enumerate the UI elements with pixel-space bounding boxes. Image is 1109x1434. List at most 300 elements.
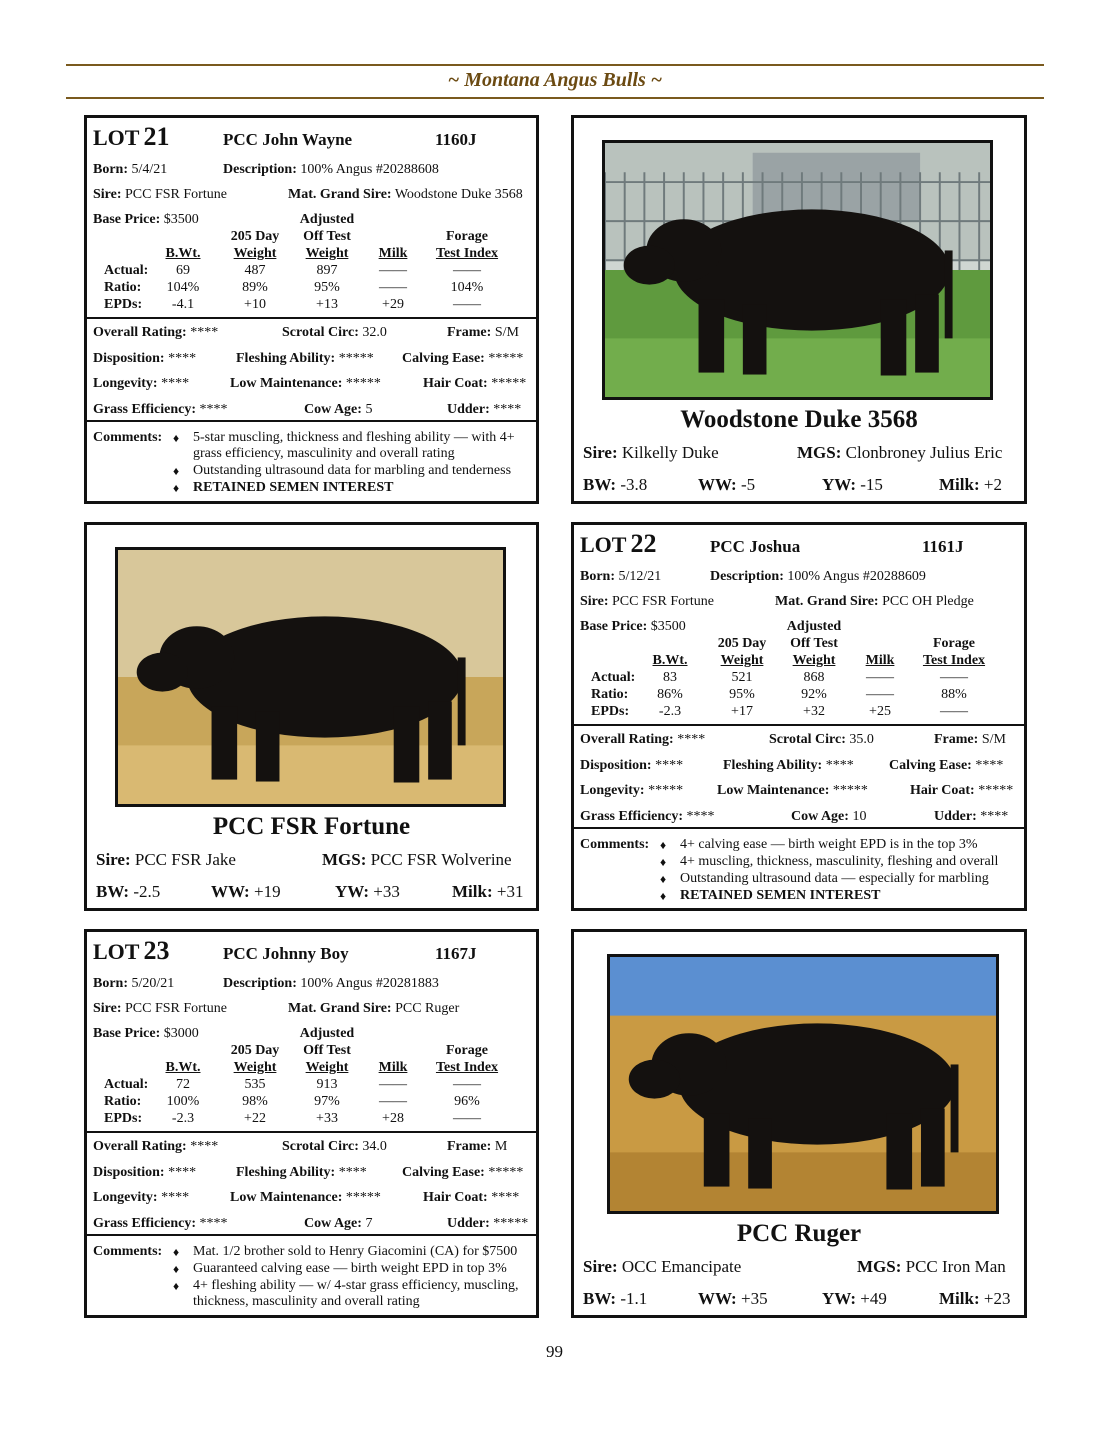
diamond-bullet-icon: ♦ [173, 481, 180, 495]
sire-epd-bw [96, 882, 160, 902]
offtest-header: Off Test [303, 1043, 351, 1058]
rating-scrotal-value: 32.0 [362, 325, 387, 340]
rating-hair-label: Hair Coat: [423, 376, 488, 391]
sire-epd-milk [452, 882, 523, 902]
base-price-value: $3000 [163, 1026, 199, 1041]
bull-photo [115, 547, 506, 807]
rating-calving-label: Calving Ease: [889, 757, 972, 773]
rating-calving-label: Calving Ease: [402, 350, 485, 366]
sire-epd-yw [335, 882, 400, 902]
born-label: Born: [93, 162, 128, 177]
description-label: Description: [710, 569, 784, 584]
rating-grass [580, 809, 715, 825]
page-number: 99 [546, 1342, 563, 1361]
cell-ratio-0: 100% [166, 1094, 200, 1109]
comment-item [173, 463, 529, 479]
rating-hair-value: **** [491, 1190, 520, 1205]
sire-epd-yw [822, 475, 883, 495]
rating-cow-age-value: 10 [852, 808, 867, 824]
cell-actual-2: 868 [803, 670, 825, 685]
rating-fleshing-value: **** [825, 757, 854, 773]
day205-header: 205 Day [230, 229, 280, 244]
divider [87, 420, 536, 422]
sire-epd-ww [698, 475, 755, 495]
lot-card-22 [571, 522, 1027, 911]
lot-label: LOT [580, 532, 627, 557]
rating-udder-value: **** [980, 808, 1009, 824]
comment-text: 4+ muscling, thickness, masculinity, fleshing and overall [680, 854, 999, 869]
diamond-bullet-icon: ♦ [660, 838, 667, 852]
diamond-bullet-icon: ♦ [660, 872, 667, 886]
cell-actual-1: 535 [244, 1077, 266, 1092]
cell-actual-2: 913 [316, 1077, 338, 1092]
sire [93, 1001, 227, 1017]
row-label-epds: EPDs: [591, 704, 630, 719]
sire-card-woodstone-duke [571, 115, 1027, 504]
sire-mgs-label: MGS: [857, 1257, 902, 1276]
cell-ratio-0: 86% [657, 687, 683, 702]
col-header-bwt: B.Wt. [165, 246, 201, 261]
comment-text: Outstanding ultrasound data for marbling and tenderness [193, 463, 512, 478]
rating-hair-value: ***** [978, 783, 1014, 798]
rating-longevity-value: **** [161, 1190, 190, 1205]
row-label-actual: Actual: [591, 670, 636, 685]
mat-grand-sire [775, 594, 974, 610]
col-header-weight-offtest: Weight [305, 1060, 349, 1075]
mat-grand-sire-label: Mat. Grand Sire: [288, 187, 392, 202]
sire-epd-bw-label: BW: [583, 1289, 617, 1308]
sire-epd-yw-value: -15 [860, 475, 883, 494]
divider [574, 724, 1024, 726]
rating-cow-age-value: 7 [365, 1215, 373, 1231]
rating-low-maint-value: ***** [345, 1190, 381, 1205]
comments-label: Comments: [580, 837, 650, 852]
description-label: Description: [223, 976, 297, 991]
diamond-bullet-icon: ♦ [660, 855, 667, 869]
rating-scrotal-value: 35.0 [849, 732, 874, 747]
rating-overall-label: Overall Rating: [93, 1139, 187, 1154]
born-label: Born: [93, 976, 128, 991]
divider [87, 317, 536, 319]
cell-epds-3: +29 [382, 297, 404, 312]
comment-text: 5-star muscling, thickness and fleshing ability — with 4+ grass efficiency, masculinity and overall rating [193, 430, 515, 461]
row-label-ratio: Ratio: [591, 687, 629, 702]
sire-mgs-label: MGS: [322, 850, 367, 869]
forage-header: Forage [446, 1043, 488, 1058]
rating-cow-age [791, 809, 866, 825]
base-price-label: Base Price: [93, 1026, 161, 1041]
rating-hair [910, 783, 1013, 799]
lot-number [93, 122, 169, 152]
base-price [93, 1026, 199, 1042]
comment-item [173, 430, 529, 462]
comment-item [173, 1278, 529, 1310]
sire-epd-ww-value: +19 [253, 882, 281, 901]
cell-epds-2: +32 [803, 704, 825, 719]
rating-hair-label: Hair Coat: [423, 1190, 488, 1205]
rating-low-maint-value: ***** [345, 376, 381, 391]
rating-frame-label: Frame: [447, 325, 492, 340]
cell-ratio-4: 104% [450, 280, 484, 295]
rating-longevity-label: Longevity: [93, 376, 158, 391]
rating-low-maint-value: ***** [832, 783, 868, 798]
rating-fleshing-value: **** [338, 1164, 367, 1180]
cell-ratio-1: 98% [242, 1094, 268, 1109]
lot-card-23 [84, 929, 539, 1318]
sire-title: PCC FSR Fortune [212, 813, 411, 840]
comments-label: Comments: [93, 430, 163, 445]
day205-header: 205 Day [717, 636, 767, 651]
divider [87, 1234, 536, 1236]
sire-epd-bw-label: BW: [583, 475, 617, 494]
col-header-weight-205: Weight [720, 653, 764, 668]
base-price [93, 212, 199, 228]
cell-actual-0: 83 [663, 670, 677, 685]
rating-scrotal [282, 325, 387, 341]
rating-disposition-label: Disposition: [93, 350, 165, 366]
lot-bull-name: PCC Johnny Boy [223, 944, 349, 963]
sire-epd-yw-label: YW: [822, 475, 856, 494]
diamond-bullet-icon: ♦ [173, 464, 180, 478]
rating-udder-label: Udder: [447, 1215, 490, 1231]
rating-fleshing [236, 351, 374, 367]
sire-epd-yw-value: +49 [860, 1289, 887, 1308]
sire [93, 187, 227, 203]
rating-calving-value: ***** [488, 350, 524, 366]
sire-epd-yw-label: YW: [822, 1289, 856, 1308]
mat-grand-sire-label: Mat. Grand Sire: [775, 594, 879, 609]
cell-ratio-1: 95% [729, 687, 755, 702]
rating-udder-label: Udder: [934, 808, 977, 824]
rating-calving [402, 351, 523, 367]
rating-disposition [93, 1165, 196, 1181]
description-label: Description: [223, 162, 297, 177]
sire-sire [583, 443, 719, 463]
sire-epd-milk-value: +23 [983, 1289, 1011, 1308]
description [223, 976, 439, 992]
rating-overall [93, 325, 218, 341]
cell-ratio-3: —— [866, 687, 894, 702]
rating-longevity-label: Longevity: [93, 1190, 158, 1205]
adjusted-header: Adjusted [299, 212, 355, 227]
rating-disposition-value: **** [168, 350, 197, 366]
lot-number-value: 21 [143, 122, 170, 151]
cell-epds-3: +25 [869, 704, 891, 719]
rating-hair [423, 1190, 519, 1206]
rating-frame-label: Frame: [934, 732, 979, 747]
rating-low-maint-label: Low Maintenance: [717, 783, 830, 798]
cell-epds-2: +33 [316, 1111, 338, 1126]
sire-epd-ww-label: WW: [211, 882, 250, 901]
comment-text: RETAINED SEMEN INTEREST [680, 888, 881, 903]
col-header-weight-205: Weight [233, 1060, 277, 1075]
rating-udder [447, 402, 521, 418]
description-value: 100% Angus #20281883 [300, 976, 439, 991]
rating-grass-value: **** [199, 1215, 228, 1231]
lot-bull-name: PCC John Wayne [223, 130, 353, 149]
cell-actual-2: 897 [316, 263, 338, 278]
rating-grass-label: Grass Efficiency: [580, 808, 684, 824]
page-title: ~ Montana Angus Bulls ~ [447, 69, 663, 91]
rating-grass-value: **** [686, 808, 715, 824]
rating-overall-value: **** [190, 325, 219, 340]
rating-calving-value: ***** [488, 1164, 524, 1180]
sire-epd-ww [211, 882, 281, 902]
cell-ratio-1: 89% [242, 280, 268, 295]
rating-cow-age-label: Cow Age: [791, 808, 849, 824]
born-label: Born: [580, 569, 615, 584]
col-header-test-index: Test Index [435, 246, 499, 261]
row-label-epds: EPDs: [104, 297, 143, 312]
comment-text: 4+ calving ease — birth weight EPD is in the top 3% [680, 837, 978, 852]
rating-hair-value: ***** [491, 376, 527, 391]
mat-grand-sire-value: Woodstone Duke 3568 [394, 187, 523, 202]
sire-mgs-label: MGS: [797, 443, 842, 462]
adjusted-header: Adjusted [786, 619, 842, 634]
cell-actual-0: 69 [176, 263, 190, 278]
sire-epd-ww-label: WW: [698, 475, 737, 494]
sire-epd-milk-value: +31 [496, 882, 524, 901]
row-label-actual: Actual: [104, 263, 149, 278]
lot-label: LOT [93, 939, 140, 964]
sire-epd-yw-value: +33 [373, 882, 400, 901]
rating-frame-value: M [494, 1139, 508, 1154]
adjusted-header: Adjusted [299, 1026, 355, 1041]
rating-longevity-label: Longevity: [580, 783, 645, 798]
sire-epd-milk [939, 475, 1002, 495]
base-price-value: $3500 [163, 212, 199, 227]
mat-grand-sire-value: PCC Ruger [395, 1001, 460, 1016]
rating-cow-age-value: 5 [365, 401, 373, 417]
cell-ratio-2: 97% [314, 1094, 340, 1109]
lot-number [93, 936, 169, 966]
comment-text: Mat. 1/2 brother sold to Henry Giacomini (CA) for $7500 [193, 1244, 518, 1259]
cell-actual-4: —— [453, 263, 481, 278]
rating-udder-label: Udder: [447, 401, 490, 417]
sire-label: Sire: [93, 187, 122, 202]
sire-epd-milk [939, 1289, 1010, 1309]
sire-mgs [857, 1257, 1006, 1277]
rating-cow-age [304, 1216, 372, 1232]
rating-low-maint [230, 376, 381, 392]
rating-cow-age-label: Cow Age: [304, 401, 362, 417]
rating-calving-label: Calving Ease: [402, 1164, 485, 1180]
cell-epds-1: +17 [731, 704, 753, 719]
lot-number [580, 529, 656, 559]
col-header-weight-offtest: Weight [792, 653, 836, 668]
sire-title: Woodstone Duke 3568 [680, 406, 918, 433]
rating-low-maint-label: Low Maintenance: [230, 376, 343, 391]
rating-grass-label: Grass Efficiency: [93, 401, 197, 417]
divider [87, 1131, 536, 1133]
sire-epd-ww-value: +35 [740, 1289, 768, 1308]
lot-registration: 1161J [922, 537, 964, 556]
rating-low-maint [230, 1190, 381, 1206]
rating-scrotal [282, 1139, 387, 1155]
diamond-bullet-icon: ♦ [173, 1279, 180, 1293]
base-price-label: Base Price: [93, 212, 161, 227]
col-header-test-index: Test Index [435, 1060, 499, 1075]
sire-sire-value: OCC Emancipate [621, 1257, 742, 1276]
rating-scrotal-value: 34.0 [362, 1139, 387, 1154]
comment-item [660, 888, 1020, 904]
day205-header: 205 Day [230, 1043, 280, 1058]
header-rule-bottom [66, 97, 1044, 99]
rating-disposition-value: **** [655, 757, 684, 773]
sire-value: PCC FSR Fortune [125, 187, 227, 202]
sire-epd-ww-label: WW: [698, 1289, 737, 1308]
cell-epds-0: -2.3 [171, 1111, 195, 1126]
rating-hair [423, 376, 526, 392]
rating-scrotal-label: Scrotal Circ: [282, 325, 359, 340]
rating-scrotal-label: Scrotal Circ: [769, 732, 846, 747]
sire-card-pcc-ruger [571, 929, 1027, 1318]
col-header-weight-205: Weight [233, 246, 277, 261]
rating-longevity [580, 783, 683, 799]
born-value: 5/20/21 [131, 976, 175, 991]
base-price-label: Base Price: [580, 619, 648, 634]
cell-epds-4: —— [453, 297, 481, 312]
description-value: 100% Angus #20288608 [300, 162, 439, 177]
lot-number-value: 23 [143, 936, 170, 965]
sire-epd-bw-value: -3.8 [620, 475, 648, 494]
sire-value: PCC FSR Fortune [125, 1001, 227, 1016]
divider [574, 827, 1024, 829]
sire-mgs [797, 443, 1002, 463]
rating-udder-value: **** [493, 401, 522, 417]
sire-value: PCC FSR Fortune [612, 594, 714, 609]
rating-grass-label: Grass Efficiency: [93, 1215, 197, 1231]
cell-ratio-3: —— [379, 280, 407, 295]
rating-fleshing-value: ***** [338, 350, 374, 366]
cell-epds-4: —— [453, 1111, 481, 1126]
cell-actual-3: —— [379, 263, 407, 278]
cell-epds-0: -4.1 [171, 297, 195, 312]
cell-actual-4: —— [453, 1077, 481, 1092]
sire-sire-value: PCC FSR Jake [134, 850, 236, 869]
rating-overall-value: **** [190, 1139, 219, 1154]
lot-bull-name: PCC Joshua [710, 537, 801, 556]
cell-actual-1: 521 [731, 670, 753, 685]
row-label-epds: EPDs: [104, 1111, 143, 1126]
sire-epd-yw [822, 1289, 887, 1309]
sire-epd-bw-label: BW: [96, 882, 130, 901]
rating-fleshing-label: Fleshing Ability: [236, 350, 336, 366]
comment-text: RETAINED SEMEN INTEREST [193, 480, 394, 495]
col-header-milk: Milk [378, 246, 408, 261]
cell-epds-2: +13 [316, 297, 338, 312]
sire-mgs-value: PCC FSR Wolverine [370, 850, 512, 869]
rating-disposition-label: Disposition: [93, 1164, 165, 1180]
rating-fleshing-label: Fleshing Ability: [723, 757, 823, 773]
cell-actual-1: 487 [244, 263, 266, 278]
rating-overall [580, 732, 705, 748]
rating-cow-age-label: Cow Age: [304, 1215, 362, 1231]
born [93, 976, 174, 992]
rating-grass-value: **** [199, 401, 228, 417]
rating-calving [889, 758, 1003, 774]
rating-low-maint-label: Low Maintenance: [230, 1190, 343, 1205]
forage-header: Forage [446, 229, 488, 244]
base-price [580, 619, 686, 635]
lot-registration: 1167J [435, 944, 477, 963]
mat-grand-sire [288, 1001, 459, 1017]
bull-photo [602, 140, 993, 400]
sire-sire [583, 1257, 741, 1277]
rating-grass [93, 402, 228, 418]
col-header-bwt: B.Wt. [652, 653, 688, 668]
sire-mgs [322, 850, 512, 870]
description-value: 100% Angus #20288609 [787, 569, 926, 584]
sire-label: Sire: [93, 1001, 122, 1016]
rating-low-maint [717, 783, 868, 799]
rating-overall-label: Overall Rating: [580, 732, 674, 747]
sire-epd-milk-label: Milk: [939, 475, 980, 494]
description [223, 162, 439, 178]
rating-longevity-value: ***** [648, 783, 684, 798]
rating-longevity [93, 376, 189, 392]
rating-scrotal-label: Scrotal Circ: [282, 1139, 359, 1154]
rating-grass [93, 1216, 228, 1232]
lot-number-value: 22 [630, 529, 657, 558]
sire-mgs-value: PCC Iron Man [905, 1257, 1006, 1276]
born [93, 162, 167, 178]
born [580, 569, 661, 585]
cell-ratio-2: 92% [801, 687, 827, 702]
sire [580, 594, 714, 610]
header-rule-top [66, 64, 1044, 66]
col-header-milk: Milk [378, 1060, 408, 1075]
sire-epd-bw [583, 475, 647, 495]
rating-overall-value: **** [677, 732, 706, 747]
cell-actual-0: 72 [176, 1077, 190, 1092]
sire-epd-bw-value: -2.5 [133, 882, 161, 901]
rating-frame-value: S/M [494, 325, 519, 340]
comment-text: Guaranteed calving ease — birth weight EPD in top 3% [193, 1261, 507, 1276]
cell-ratio-4: 96% [454, 1094, 480, 1109]
col-header-milk: Milk [865, 653, 895, 668]
rating-longevity-value: **** [161, 376, 190, 391]
rating-fleshing [236, 1165, 367, 1181]
cell-actual-3: —— [866, 670, 894, 685]
comment-item [660, 854, 1020, 870]
cell-ratio-4: 88% [941, 687, 967, 702]
rating-scrotal [769, 732, 874, 748]
rating-frame-label: Frame: [447, 1139, 492, 1154]
row-label-ratio: Ratio: [104, 1094, 142, 1109]
sire-title: PCC Ruger [736, 1220, 862, 1247]
bull-photo [607, 954, 999, 1214]
description [710, 569, 926, 585]
rating-longevity [93, 1190, 189, 1206]
rating-overall [93, 1139, 218, 1155]
sire-label: Sire: [580, 594, 609, 609]
rating-disposition-value: **** [168, 1164, 197, 1180]
cell-epds-1: +10 [244, 297, 266, 312]
cell-epds-0: -2.3 [658, 704, 682, 719]
rating-frame [447, 1139, 507, 1155]
cell-ratio-3: —— [379, 1094, 407, 1109]
forage-header: Forage [933, 636, 975, 651]
diamond-bullet-icon: ♦ [660, 889, 667, 903]
lot-registration: 1160J [435, 130, 477, 149]
rating-frame [934, 732, 1006, 748]
col-header-test-index: Test Index [922, 653, 986, 668]
sire-sire-value: Kilkelly Duke [621, 443, 719, 462]
comments-label: Comments: [93, 1244, 163, 1259]
rating-cow-age [304, 402, 372, 418]
born-value: 5/12/21 [618, 569, 662, 584]
